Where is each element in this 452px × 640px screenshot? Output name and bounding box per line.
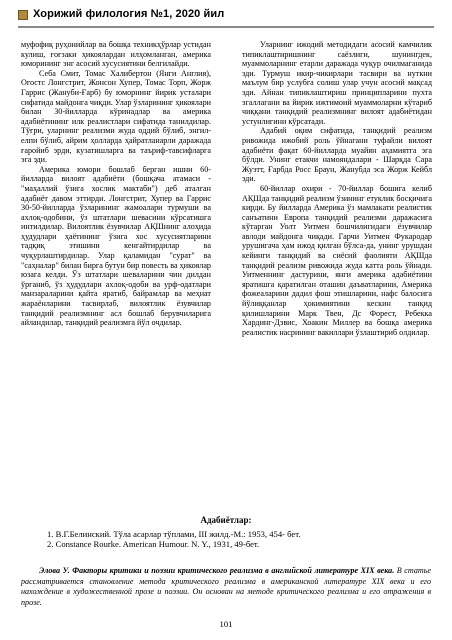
right-paragraph-1: Уларнинг ижодий методидаги асосий камчилик типиклаштиришнинг саёзлиги, шунингдек, муаммоларнинг етарли даражада чуқур очилмаганида эди. Турмуш икир-чикирлари тасвири ва нуткни маълум бир услубга солиш улар учун асосий мақсад эди. Айнан типиклаштириш принципларини пухта эгаллагани ва йирик ижтимоий муаммоларни кўтариб чиққани танқидий реализмнинг вилоят адабиётидан устунлигини кўрсатади. [242, 40, 432, 126]
left-paragraph-3: Америка юмори бошлаб берган ишни 60-йилларда вилоят адабиёти (бошқача атамаси - "маҳаллий ўзига хослик мактаби") деб аталган адабиёт давом эттирди. Лонгстрит, Хупер ва Гаррис 30-50-йилларда ўзларининг жамоалари турмуши ва ахлоқ-одобини, ўз штатлари шевасини кўрсатишга интилдилар. Вилоятлик ёзувчилар АҚШнинг алоҳида ҳудудлари ҳаётининг ўзига хос хусусиятларини тадқиқ этишини кенгайтирдилар ва чуқурлаштирдилар. Улар қаламидан "сурат" ва "саҳналар" билан бирга бутун бир повесть ва ҳикоялар юзага келди. Ўз штатлари шеваларини чин дилдан ўрганиб, ўз ҳудудлари ахлоқ-одоби ва урф-одатлари манзараларини қайта яратиб, байрамлар ва меҳнат жараёнларини тасвирлаб, вилоятлик ёзувчилар танқидий реализмнинг асл бошлаб берувчиларига айландилар, танқидий реализмга йўл очдилар. [21, 164, 211, 328]
references-section [21, 515, 431, 550]
left-column [21, 40, 211, 328]
right-paragraph-2: Адабий оқим сифатида, танқидий реализм ривожида ижобий роль ўйнагани туфайли вилоят адабиёти фақат 60-йилларда муайян аҳамиятга эга бўлди. Унинг етакчи намояндалари - Шарқда Сара Жуэтт, Ғарбда Росс Браун, Жанубда эса Жорж Кейбл эди. [242, 126, 432, 184]
article-body [21, 40, 431, 510]
abstract-text: В статье рассматривается становление метода критического реализма в американской литературе XIX века и его нахождение в художественной прозе и поэзии. Он основан на методе критического реализма и его отражения в прозе. [21, 566, 432, 607]
russian-abstract [21, 566, 431, 608]
journal-title: Хорижий филология №1, 2020 йил [33, 8, 225, 20]
right-paragraph-3: 60-йиллар охири - 70-йиллар бошига келиб АҚШда танқидий реализм ўзининг етуклик босқичига кирди. Бу йилларда Америка ўз мамлакати реалистик санъатини Европа танқидий реализми даражасига кўтарган Уолт Уитмен бошчилигидаги ёзувчилар авлоди майдонга чиқади. Гарчи Уитмен Фукародар урушигача ҳам ижод қилган бўлса-да, унинг урушдан кейинги танқидий ва сиёсий фаолияти АҚШда танқидий реализм ривожида жуда катта роль ўйнади. Уитменнинг дастурини, янги америка адабиётини яратишга қаратилган оташин даъватларини, Америка фожеаларини дадил фош этишларини, нафс балосига йўлиққанлар ҳокимиятини кескин танқид қилишларини Марк Твен, Дс Форест, Ребекка Хардинг-Дэвис, Хоакин Миллер ва бошқа америка реалистик насрининг вакиллари ўзлаштириб олдилар. [242, 183, 432, 337]
page-number: 101 [219, 619, 233, 629]
abstract-lead: Элова У. Факторы критики и поэзии критического реализма в английской литературе XIX века. [39, 566, 395, 575]
left-paragraph-1: муфофиқ руҳонийлар ва бошқа техникҳўрлар устидан кулиш, ғоғзаки ҳикоялардан илҳомланган, америка юморининг энг асосий хусусиятини белгилайди. [21, 40, 211, 69]
journal-logo-icon [18, 10, 28, 20]
left-paragraph-2: Себа Смит, Томас Халибертон (Янги Англия), Огостс Лонгстрит, Жонсон Хупер, Томас Торп, Жорж Гаррис (Жануби-Ғарб) бу юморнинг йирик усталари сифатида майдонга чиқди. Улар ўзларининг ҳикоялари билан 30-йилларда кўринадлар ва америка адабиётининг илк реалистлари сифатида танилдилар. Тўғри, уларнинг реализми жуда оддий бўлиб, энгил-елпи бўлиб, айрим ҳолларда ҳайратланарли даражада ғаройиб эрди, кузатишларга ва таъриф-тавсифларга эга эди. [21, 68, 211, 165]
reference-item: 1. В.Г.Белинский. Тўла асарлар тўплами, III жилд.-М.: 1953, 454- бет. [47, 529, 301, 539]
header-divider [18, 26, 434, 28]
reference-item: 2. Constance Rourke. American Humour. N. Y., 1931, 49-бет. [47, 539, 260, 550]
right-column [242, 40, 432, 337]
page-header [18, 8, 434, 32]
references-heading: Адабиётлар: [200, 515, 252, 525]
